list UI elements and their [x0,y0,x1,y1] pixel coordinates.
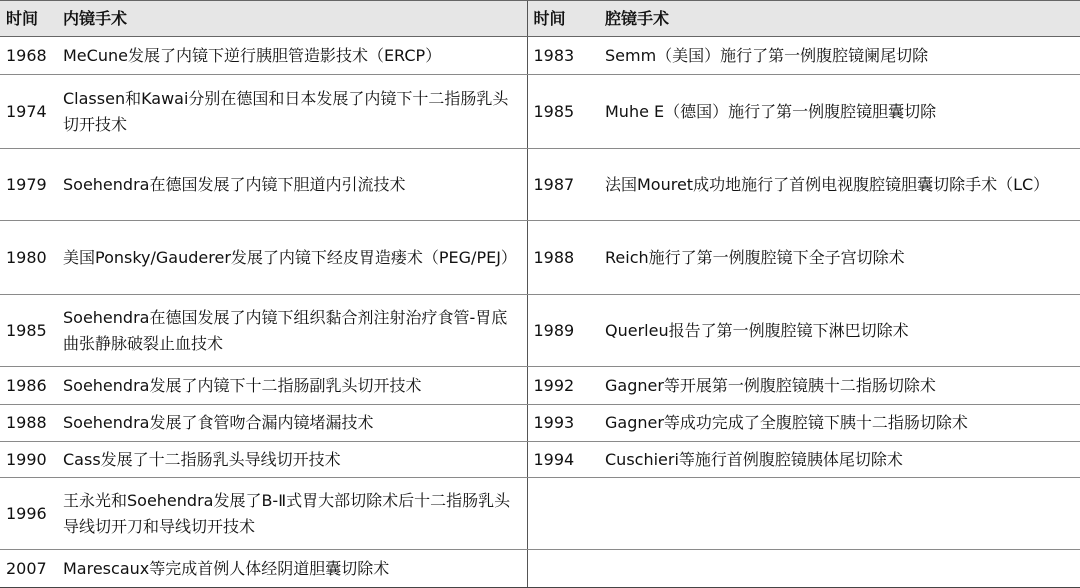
lap-description: Querleu报告了第一例腹腔镜下淋巴切除术 [591,295,1080,367]
endo-year: 1985 [0,295,57,367]
lap-time-header: 时间 [527,1,591,37]
endo-description: MeCune发展了内镜下逆行胰胆管造影技术（ERCP） [57,37,527,75]
endo-description: Soehendra在德国发展了内镜下组织黏合剂注射治疗食管-胃底曲张静脉破裂止血技术 [57,295,527,367]
lap-year [527,550,591,588]
endo-year: 1988 [0,405,57,442]
lap-year: 1983 [527,37,591,75]
lap-description: 法国Mouret成功地施行了首例电视腹腔镜胆囊切除手术（LC） [591,149,1080,221]
lap-year: 1989 [527,295,591,367]
endo-year: 1980 [0,221,57,295]
endo-year: 1968 [0,37,57,75]
endo-description: 王永光和Soehendra发展了B-Ⅱ式胃大部切除术后十二指肠乳头导线切开刀和导线切开技术 [57,478,527,550]
lap-description: Semm（美国）施行了第一例腹腔镜阑尾切除 [591,37,1080,75]
table-row [0,295,1080,367]
lap-description [591,478,1080,550]
lap-year [527,478,591,550]
endo-year: 1990 [0,442,57,478]
table-row [0,37,1080,75]
lap-year: 1993 [527,405,591,442]
endo-year: 1974 [0,75,57,149]
endo-year: 1986 [0,367,57,405]
lap-year: 1992 [527,367,591,405]
endo-description: Marescaux等完成首例人体经阴道胆囊切除术 [57,550,527,588]
endo-description: Soehendra在德国发展了内镜下胆道内引流技术 [57,149,527,221]
table-row [0,550,1080,588]
endo-title-header: 内镜手术 [57,1,527,37]
endo-description: Soehendra发展了内镜下十二指肠副乳头切开技术 [57,367,527,405]
lap-year: 1994 [527,442,591,478]
lap-description: Gagner等开展第一例腹腔镜胰十二指肠切除术 [591,367,1080,405]
lap-description [591,550,1080,588]
lap-title-header: 腔镜手术 [591,1,1080,37]
endo-year: 1979 [0,149,57,221]
lap-description: Muhe E（德国）施行了第一例腹腔镜胆囊切除 [591,75,1080,149]
endo-description: Soehendra发展了食管吻合漏内镜堵漏技术 [57,405,527,442]
table-row [0,478,1080,550]
endo-description: Cass发展了十二指肠乳头导线切开技术 [57,442,527,478]
table-row [0,149,1080,221]
endo-year: 2007 [0,550,57,588]
table-row [0,367,1080,405]
lap-year: 1988 [527,221,591,295]
endo-description: 美国Ponsky/Gauderer发展了内镜下经皮胃造瘘术（PEG/PEJ） [57,221,527,295]
endo-time-header: 时间 [0,1,57,37]
lap-year: 1987 [527,149,591,221]
lap-year: 1985 [527,75,591,149]
lap-description: Gagner等成功完成了全腹腔镜下胰十二指肠切除术 [591,405,1080,442]
lap-description: Cuschieri等施行首例腹腔镜胰体尾切除术 [591,442,1080,478]
header-row [0,1,1080,37]
endo-year: 1996 [0,478,57,550]
lap-description: Reich施行了第一例腹腔镜下全子宫切除术 [591,221,1080,295]
table-row [0,442,1080,478]
table-row [0,405,1080,442]
table-row [0,75,1080,149]
table-row [0,221,1080,295]
endo-description: Classen和Kawai分别在德国和日本发展了内镜下十二指肠乳头切开技术 [57,75,527,149]
